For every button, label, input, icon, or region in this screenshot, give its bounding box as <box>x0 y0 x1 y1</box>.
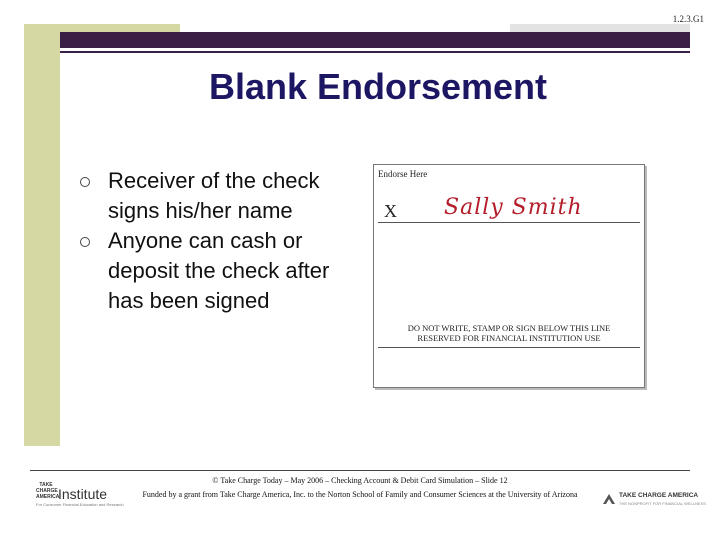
reserved-notice <box>374 323 644 343</box>
bullet-item <box>80 166 370 226</box>
slide-code: 1.2.3.G1 <box>672 14 704 24</box>
endorse-label: Endorse Here <box>378 169 428 179</box>
bullet-circle-icon <box>80 177 90 187</box>
footer-rule <box>30 470 690 471</box>
bullet-text: Receiver of the check signs his/her name <box>108 168 320 223</box>
bullet-item <box>80 226 370 316</box>
footer-copyright: © Take Charge Today – May 2006 – Checking Account & Debit Card Simulation – Slide 12 <box>212 476 508 485</box>
reserved-line <box>378 347 640 348</box>
header-band <box>60 32 690 48</box>
bullet-list <box>80 166 370 316</box>
reserved-notice-line1: DO NOT WRITE, STAMP OR SIGN BELOW THIS LINE <box>407 323 611 333</box>
bullet-text: Anyone can cash or deposit the check after has been signed <box>108 228 330 313</box>
bullet-circle-icon <box>80 237 90 247</box>
slide-title: Blank Endorsement <box>208 66 548 107</box>
top-gray-stub <box>510 24 690 32</box>
header-rule <box>60 51 690 53</box>
x-mark: X <box>384 201 397 221</box>
check-back-image <box>373 164 645 388</box>
signature: Sally Smith <box>444 195 583 220</box>
institute-logo-mark: TAKE CHARGE AMERICA <box>36 482 60 500</box>
reserved-notice-line2: RESERVED FOR FINANCIAL INSTITUTION USE <box>417 333 601 343</box>
institute-logo-name: Institute <box>58 486 108 502</box>
institute-logo <box>36 480 124 510</box>
take-charge-america-logo <box>602 490 706 510</box>
signature-line <box>378 222 640 223</box>
footer-text <box>120 474 600 502</box>
right-logo-name: TAKE CHARGE AMERICA <box>619 492 699 499</box>
right-logo-subtitle: THE NONPROFIT FOR FINANCIAL WELLNESS <box>619 501 706 506</box>
footer-funding: Funded by a grant from Take Charge America, Inc. to the Norton School of Family and Consumer Sciences at the University of Arizona <box>142 490 578 499</box>
logo-swoosh-icon <box>602 492 616 506</box>
institute-logo-subtitle: For Consumer Financial Education and Research <box>36 502 124 507</box>
